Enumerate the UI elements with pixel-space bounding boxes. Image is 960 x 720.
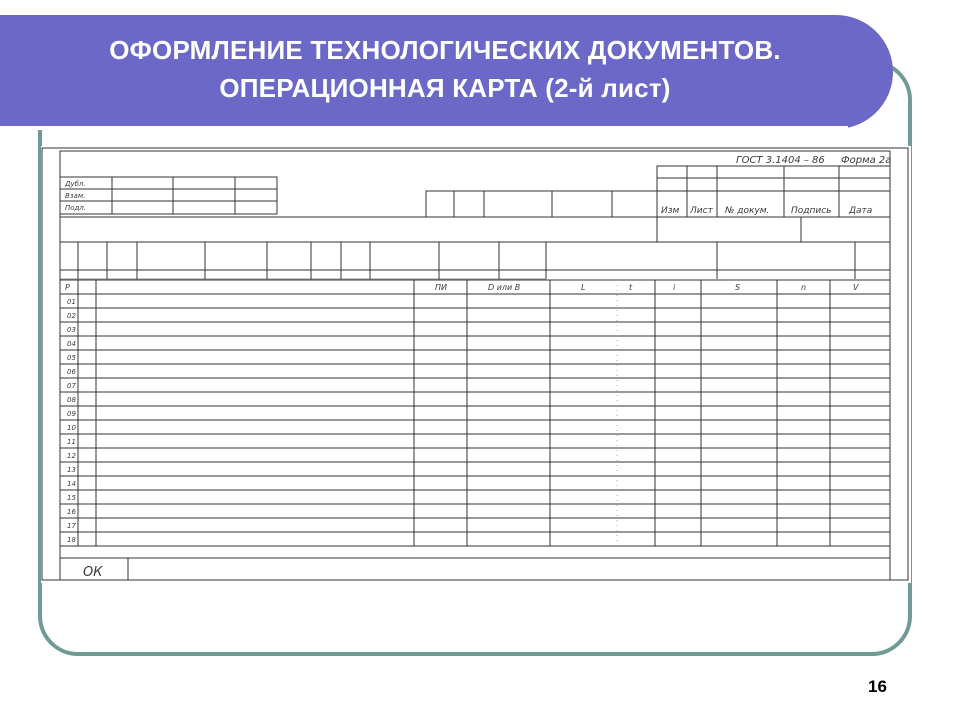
row-labels [67,298,76,544]
change-header-date: Дата [849,206,873,216]
operation-card-form [41,146,911,583]
side-label-podl: Подл. [65,204,87,212]
row-label-10: 10 [67,424,76,432]
form-label: Форма 2а [841,155,892,166]
row-label-02: 02 [67,312,76,320]
row-label-11: 11 [67,438,76,446]
column-header-3: D или В [488,283,521,292]
column-header-5: t [629,283,633,292]
side-label-dubl: Дубл. [65,180,86,188]
form-drawing [41,146,911,583]
side-label-vzam: Взам. [65,192,86,200]
change-block [657,166,890,242]
column-header-6: i [673,283,676,292]
row-label-03: 03 [67,326,76,334]
row-label-06: 06 [67,368,76,376]
column-header-4: L [581,283,586,292]
slide-title [0,31,890,107]
column-header-7: S [735,283,741,292]
middle-block [426,191,657,217]
row-label-01: 01 [67,298,76,306]
banner-underline [0,126,848,130]
change-header-sign: Подпись [791,206,832,216]
main-table-grid [60,280,890,580]
row-label-04: 04 [67,340,76,348]
row-label-09: 09 [67,410,76,418]
row-label-16: 16 [67,508,76,516]
column-headers [65,283,859,292]
title-line-2: ОПЕРАЦИОННАЯ КАРТА (2-й лист) [219,73,671,103]
change-header-izm: Изм [661,206,680,216]
small-boxes-dividers [78,242,855,279]
standard-label: ГОСТ 3.1404 – 86 [736,155,825,166]
title-line-1: ОФОРМЛЕНИЕ ТЕХНОЛОГИЧЕСКИХ ДОКУМЕНТОВ. [109,35,781,65]
row-label-14: 14 [67,480,76,488]
change-header-doc: № докум. [725,206,770,216]
row-label-17: 17 [67,522,76,530]
column-header-1: Р [65,283,70,292]
row-label-18: 18 [67,536,76,544]
column-header-9: V [853,283,859,292]
column-header-2: ПИ [435,283,447,292]
column-header-8: n [801,283,807,292]
row-label-15: 15 [67,494,76,502]
footer-label-ok: ОК [83,565,103,580]
change-header-list: Лист [690,206,713,216]
slide-number: 16 [868,677,887,696]
side-stamp-box [60,177,277,214]
row-label-12: 12 [67,452,76,460]
row-label-05: 05 [67,354,76,362]
row-label-13: 13 [67,466,76,474]
row-label-08: 08 [67,396,76,404]
row-label-07: 07 [67,382,76,390]
